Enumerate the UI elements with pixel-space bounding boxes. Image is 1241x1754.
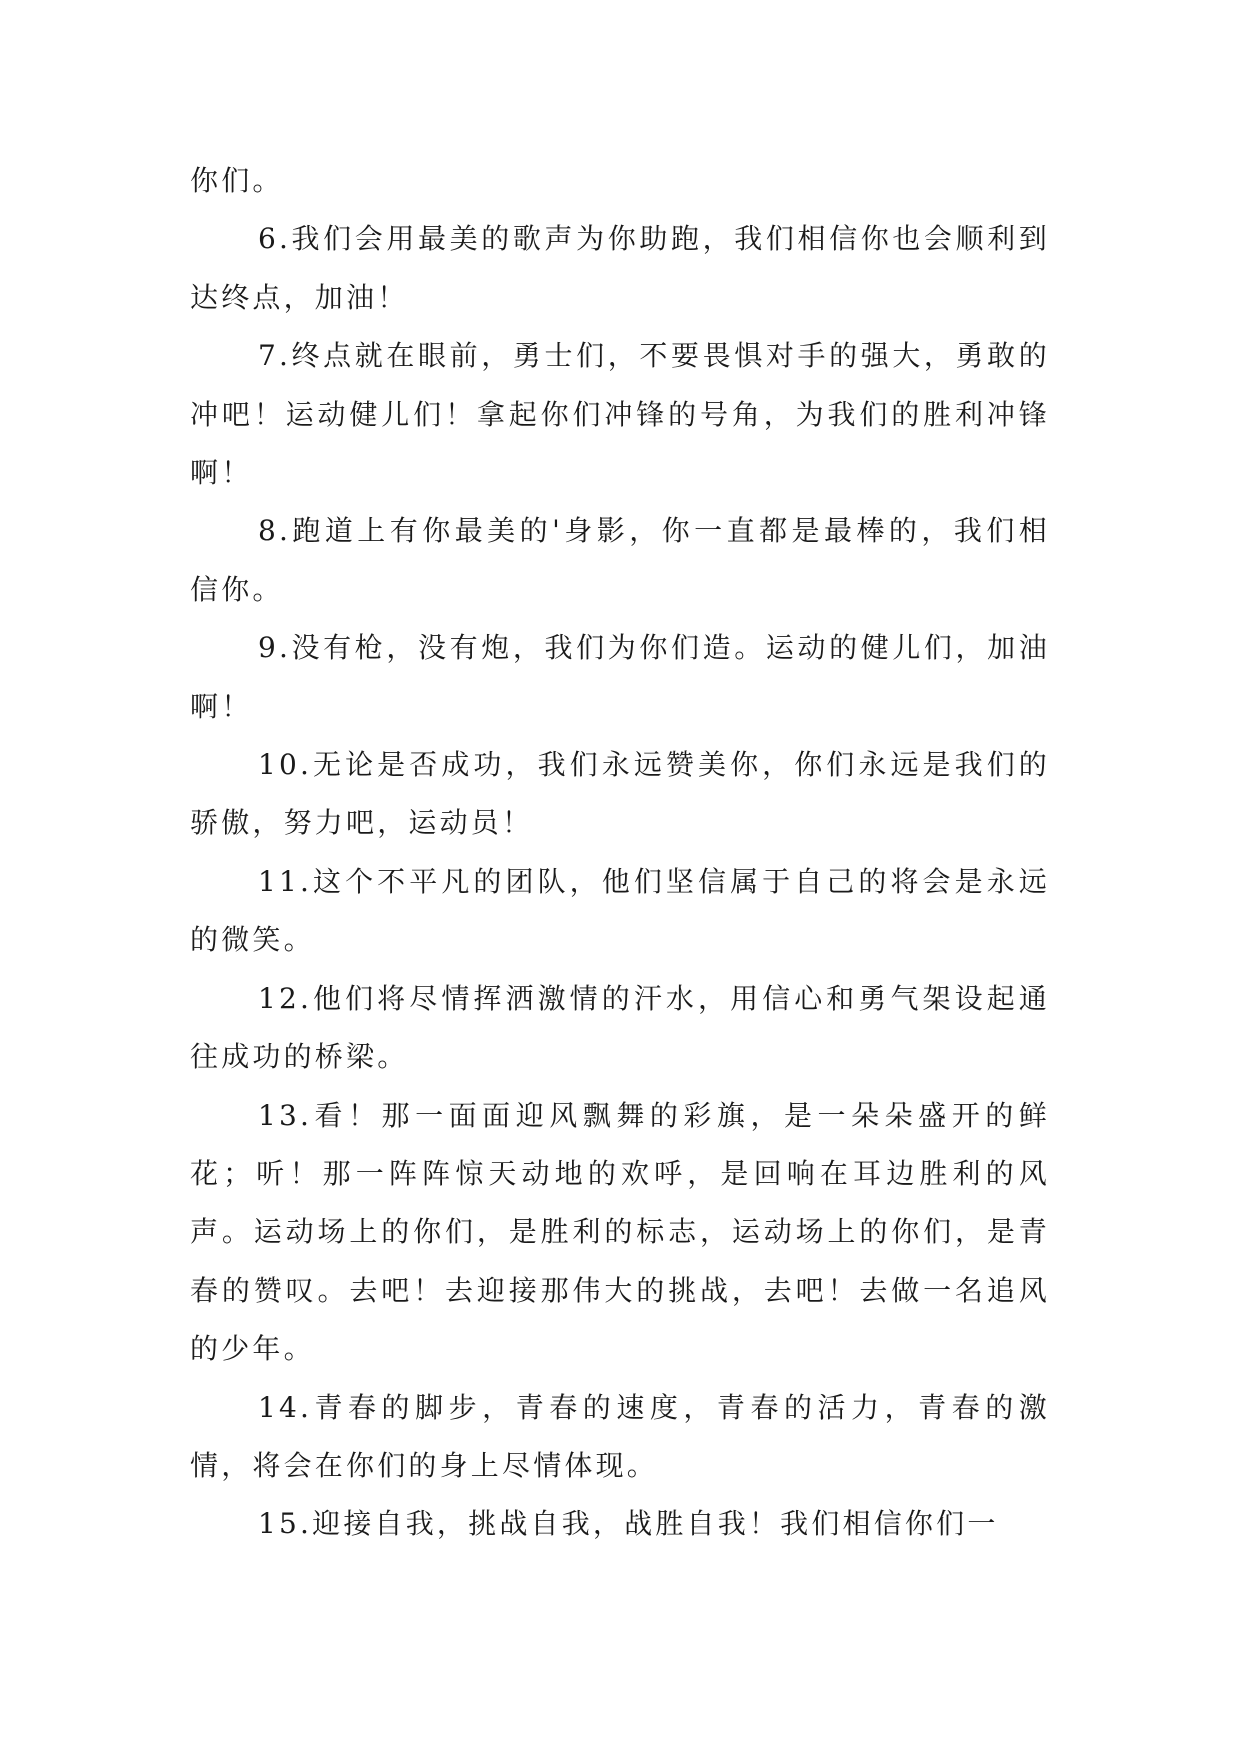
paragraph-item-9: 9.没有枪，没有炮，我们为你们造。运动的健儿们，加油啊！ [190,631,1050,723]
paragraph-item-14: 14.青春的脚步，青春的速度，青春的活力，青春的激情，将会在你们的身上尽情体现。 [190,1390,1050,1482]
paragraph-item-10: 10.无论是否成功，我们永远赞美你，你们永远是我们的骄傲，努力吧，运动员！ [190,748,1050,840]
paragraph-item-11: 11.这个不平凡的团队，他们坚信属于自己的将会是永远的微笑。 [190,864,1050,957]
paragraph-item-13: 13.看！那一面面迎风飘舞的彩旗，是一朵朵盛开的鲜花；听！那一阵阵惊天动地的欢呼，是回响在耳边胜利的风声。运动场上的你们，是胜利的标志，运动场上的你们，是青春的赞叹。去吧！去迎接那伟大的挑战，去吧！去做一名追风的少年。 [190,1098,1050,1366]
document-body [190,152,1050,1554]
paragraph-item-12: 12.他们将尽情挥洒激情的汗水，用信心和勇气架设起通往成功的桥梁。 [190,981,1050,1074]
paragraph-item-15: 15.迎接自我，挑战自我，战胜自我！我们相信你们一 [258,1507,999,1541]
paragraph-item-8: 8.跑道上有你最美的'身影，你一直都是最棒的，我们相信你。 [190,514,1050,606]
paragraph-item-6: 6.我们会用最美的歌声为你助跑，我们相信你也会顺利到达终点，加油！ [190,222,1050,314]
paragraph-continuation: 你们。 [190,164,284,197]
paragraph-item-7: 7.终点就在眼前，勇士们，不要畏惧对手的强大，勇敢的冲吧！运动健儿们！拿起你们冲锋的号角，为我们的胜利冲锋啊！ [190,339,1050,490]
